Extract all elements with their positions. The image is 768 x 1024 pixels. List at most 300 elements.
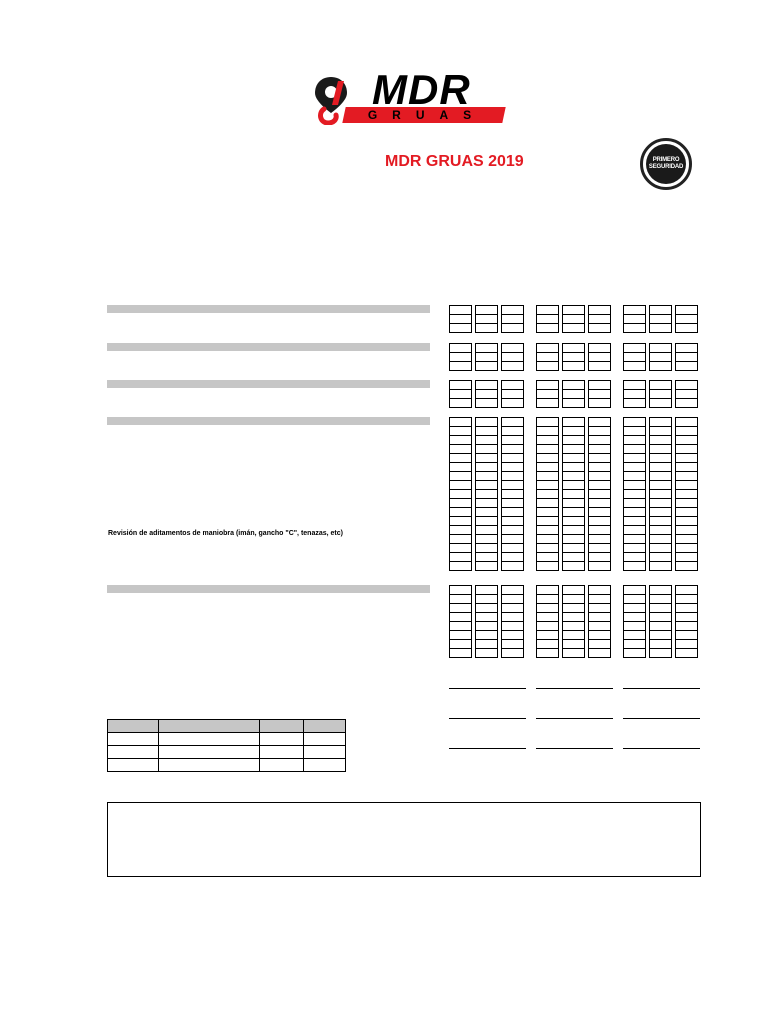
checkbox-cell[interactable] <box>675 454 698 463</box>
checkbox-cell[interactable] <box>475 586 498 595</box>
checkbox-cell[interactable] <box>475 526 498 535</box>
checkbox-cell[interactable] <box>501 631 524 640</box>
checkbox-cell[interactable] <box>623 418 646 427</box>
checkbox-cell[interactable] <box>649 604 672 613</box>
checkbox-cell[interactable] <box>562 418 585 427</box>
checkbox-cell[interactable] <box>475 454 498 463</box>
checkbox-cell[interactable] <box>588 463 611 472</box>
checkbox-cell[interactable] <box>536 390 559 399</box>
checkbox-cell[interactable] <box>649 613 672 622</box>
checkbox-cell[interactable] <box>501 390 524 399</box>
checkbox-cell[interactable] <box>623 595 646 604</box>
checkbox-cell[interactable] <box>536 463 559 472</box>
checkbox-cell[interactable] <box>562 553 585 562</box>
checkbox-cell[interactable] <box>588 535 611 544</box>
checkbox-cell[interactable] <box>449 481 472 490</box>
checkbox-cell[interactable] <box>588 553 611 562</box>
checkbox-cell[interactable] <box>588 562 611 571</box>
checkbox-cell[interactable] <box>562 390 585 399</box>
checkbox-cell[interactable] <box>475 499 498 508</box>
checkbox-cell[interactable] <box>588 604 611 613</box>
checkbox-cell[interactable] <box>562 595 585 604</box>
checkbox-cell[interactable] <box>449 324 472 333</box>
checkbox-cell[interactable] <box>562 481 585 490</box>
checkbox-cell[interactable] <box>588 586 611 595</box>
checkbox-cell[interactable] <box>649 481 672 490</box>
checkbox-cell[interactable] <box>623 353 646 362</box>
checkbox-cell[interactable] <box>501 640 524 649</box>
checkbox-cell[interactable] <box>475 399 498 408</box>
checkbox-cell[interactable] <box>649 553 672 562</box>
checkbox-cell[interactable] <box>562 324 585 333</box>
checkbox-cell[interactable] <box>588 499 611 508</box>
checkbox-cell[interactable] <box>449 562 472 571</box>
checkbox-cell[interactable] <box>501 490 524 499</box>
checkbox-cell[interactable] <box>501 445 524 454</box>
table-cell[interactable] <box>260 733 304 746</box>
checkbox-cell[interactable] <box>501 553 524 562</box>
checkbox-cell[interactable] <box>675 649 698 658</box>
checkbox-cell[interactable] <box>475 622 498 631</box>
checkbox-cell[interactable] <box>449 595 472 604</box>
checkbox-cell[interactable] <box>649 306 672 315</box>
checkbox-cell[interactable] <box>562 649 585 658</box>
checkbox-cell[interactable] <box>475 535 498 544</box>
checkbox-cell[interactable] <box>536 381 559 390</box>
checkbox-cell[interactable] <box>536 604 559 613</box>
checkbox-cell[interactable] <box>501 481 524 490</box>
checkbox-cell[interactable] <box>588 306 611 315</box>
checkbox-cell[interactable] <box>675 595 698 604</box>
checkbox-cell[interactable] <box>649 472 672 481</box>
checkbox-cell[interactable] <box>562 490 585 499</box>
checkbox-cell[interactable] <box>649 595 672 604</box>
table-cell[interactable] <box>260 746 304 759</box>
checkbox-cell[interactable] <box>562 306 585 315</box>
checkbox-cell[interactable] <box>675 306 698 315</box>
checkbox-cell[interactable] <box>501 418 524 427</box>
checkbox-cell[interactable] <box>562 362 585 371</box>
checkbox-cell[interactable] <box>475 390 498 399</box>
checkbox-cell[interactable] <box>562 472 585 481</box>
checkbox-cell[interactable] <box>649 324 672 333</box>
checkbox-cell[interactable] <box>449 490 472 499</box>
checkbox-cell[interactable] <box>536 526 559 535</box>
checkbox-cell[interactable] <box>562 535 585 544</box>
checkbox-cell[interactable] <box>449 535 472 544</box>
checkbox-cell[interactable] <box>623 544 646 553</box>
checkbox-cell[interactable] <box>475 553 498 562</box>
checkbox-cell[interactable] <box>536 454 559 463</box>
checkbox-cell[interactable] <box>449 604 472 613</box>
checkbox-cell[interactable] <box>449 499 472 508</box>
checkbox-cell[interactable] <box>588 324 611 333</box>
checkbox-cell[interactable] <box>649 362 672 371</box>
checkbox-cell[interactable] <box>562 631 585 640</box>
checkbox-cell[interactable] <box>536 544 559 553</box>
checkbox-cell[interactable] <box>675 463 698 472</box>
checkbox-cell[interactable] <box>649 490 672 499</box>
checkbox-cell[interactable] <box>536 535 559 544</box>
checkbox-cell[interactable] <box>562 562 585 571</box>
checkbox-cell[interactable] <box>562 353 585 362</box>
checkbox-cell[interactable] <box>449 353 472 362</box>
checkbox-cell[interactable] <box>588 344 611 353</box>
checkbox-cell[interactable] <box>449 472 472 481</box>
checkbox-cell[interactable] <box>536 517 559 526</box>
checkbox-cell[interactable] <box>623 344 646 353</box>
checkbox-cell[interactable] <box>501 595 524 604</box>
checkbox-cell[interactable] <box>675 344 698 353</box>
checkbox-cell[interactable] <box>675 490 698 499</box>
checkbox-cell[interactable] <box>562 381 585 390</box>
checkbox-cell[interactable] <box>675 427 698 436</box>
table-cell[interactable] <box>108 746 159 759</box>
checkbox-cell[interactable] <box>588 526 611 535</box>
checkbox-cell[interactable] <box>623 499 646 508</box>
checkbox-cell[interactable] <box>675 399 698 408</box>
checkbox-cell[interactable] <box>449 586 472 595</box>
checkbox-cell[interactable] <box>588 315 611 324</box>
checkbox-cell[interactable] <box>449 362 472 371</box>
checkbox-cell[interactable] <box>536 562 559 571</box>
checkbox-cell[interactable] <box>623 427 646 436</box>
checkbox-cell[interactable] <box>649 649 672 658</box>
checkbox-cell[interactable] <box>501 535 524 544</box>
checkbox-cell[interactable] <box>562 508 585 517</box>
checkbox-cell[interactable] <box>675 526 698 535</box>
checkbox-cell[interactable] <box>501 622 524 631</box>
checkbox-cell[interactable] <box>588 362 611 371</box>
checkbox-cell[interactable] <box>449 390 472 399</box>
checkbox-cell[interactable] <box>475 418 498 427</box>
checkbox-cell[interactable] <box>475 649 498 658</box>
checkbox-cell[interactable] <box>649 586 672 595</box>
checkbox-cell[interactable] <box>675 390 698 399</box>
checkbox-cell[interactable] <box>501 324 524 333</box>
checkbox-cell[interactable] <box>649 526 672 535</box>
checkbox-cell[interactable] <box>475 508 498 517</box>
checkbox-cell[interactable] <box>536 306 559 315</box>
checkbox-cell[interactable] <box>623 631 646 640</box>
checkbox-cell[interactable] <box>501 306 524 315</box>
checkbox-cell[interactable] <box>449 613 472 622</box>
checkbox-cell[interactable] <box>588 454 611 463</box>
checkbox-cell[interactable] <box>675 535 698 544</box>
checkbox-cell[interactable] <box>449 631 472 640</box>
checkbox-cell[interactable] <box>501 613 524 622</box>
checkbox-cell[interactable] <box>475 472 498 481</box>
checkbox-cell[interactable] <box>562 544 585 553</box>
checkbox-cell[interactable] <box>536 586 559 595</box>
checkbox-cell[interactable] <box>501 649 524 658</box>
checkbox-cell[interactable] <box>562 463 585 472</box>
checkbox-cell[interactable] <box>501 362 524 371</box>
checkbox-cell[interactable] <box>623 306 646 315</box>
checkbox-cell[interactable] <box>475 315 498 324</box>
checkbox-cell[interactable] <box>449 526 472 535</box>
table-cell[interactable] <box>159 733 260 746</box>
checkbox-cell[interactable] <box>449 315 472 324</box>
checkbox-cell[interactable] <box>675 445 698 454</box>
checkbox-cell[interactable] <box>536 399 559 408</box>
checkbox-cell[interactable] <box>623 436 646 445</box>
checkbox-cell[interactable] <box>475 613 498 622</box>
checkbox-cell[interactable] <box>501 344 524 353</box>
checkbox-cell[interactable] <box>501 499 524 508</box>
checkbox-cell[interactable] <box>449 463 472 472</box>
checkbox-cell[interactable] <box>449 454 472 463</box>
checkbox-cell[interactable] <box>449 622 472 631</box>
checkbox-cell[interactable] <box>562 517 585 526</box>
checkbox-cell[interactable] <box>475 562 498 571</box>
checkbox-cell[interactable] <box>536 499 559 508</box>
checkbox-cell[interactable] <box>675 544 698 553</box>
checkbox-cell[interactable] <box>536 613 559 622</box>
checkbox-cell[interactable] <box>675 517 698 526</box>
checkbox-cell[interactable] <box>623 463 646 472</box>
table-cell[interactable] <box>304 746 346 759</box>
checkbox-cell[interactable] <box>649 622 672 631</box>
checkbox-cell[interactable] <box>475 306 498 315</box>
checkbox-cell[interactable] <box>562 613 585 622</box>
checkbox-cell[interactable] <box>623 362 646 371</box>
checkbox-cell[interactable] <box>501 517 524 526</box>
checkbox-cell[interactable] <box>562 499 585 508</box>
checkbox-cell[interactable] <box>623 640 646 649</box>
checkbox-cell[interactable] <box>588 381 611 390</box>
checkbox-cell[interactable] <box>649 381 672 390</box>
checkbox-cell[interactable] <box>588 353 611 362</box>
checkbox-cell[interactable] <box>536 553 559 562</box>
checkbox-cell[interactable] <box>449 553 472 562</box>
checkbox-cell[interactable] <box>501 562 524 571</box>
checkbox-cell[interactable] <box>649 390 672 399</box>
checkbox-cell[interactable] <box>649 463 672 472</box>
table-cell[interactable] <box>159 746 260 759</box>
checkbox-cell[interactable] <box>623 508 646 517</box>
checkbox-cell[interactable] <box>475 604 498 613</box>
checkbox-cell[interactable] <box>475 381 498 390</box>
checkbox-cell[interactable] <box>475 517 498 526</box>
checkbox-cell[interactable] <box>536 649 559 658</box>
checkbox-cell[interactable] <box>649 631 672 640</box>
checkbox-cell[interactable] <box>501 526 524 535</box>
checkbox-cell[interactable] <box>536 362 559 371</box>
checkbox-cell[interactable] <box>649 562 672 571</box>
checkbox-cell[interactable] <box>475 595 498 604</box>
checkbox-cell[interactable] <box>649 427 672 436</box>
table-cell[interactable] <box>304 759 346 772</box>
checkbox-cell[interactable] <box>536 631 559 640</box>
checkbox-cell[interactable] <box>623 490 646 499</box>
checkbox-cell[interactable] <box>449 445 472 454</box>
table-cell[interactable] <box>108 733 159 746</box>
checkbox-cell[interactable] <box>501 399 524 408</box>
checkbox-cell[interactable] <box>649 517 672 526</box>
checkbox-cell[interactable] <box>475 463 498 472</box>
checkbox-cell[interactable] <box>562 622 585 631</box>
checkbox-cell[interactable] <box>475 427 498 436</box>
checkbox-cell[interactable] <box>501 463 524 472</box>
checkbox-cell[interactable] <box>536 640 559 649</box>
checkbox-cell[interactable] <box>536 472 559 481</box>
checkbox-cell[interactable] <box>675 353 698 362</box>
checkbox-cell[interactable] <box>675 613 698 622</box>
checkbox-cell[interactable] <box>623 381 646 390</box>
checkbox-cell[interactable] <box>675 553 698 562</box>
checkbox-cell[interactable] <box>475 481 498 490</box>
checkbox-cell[interactable] <box>536 622 559 631</box>
checkbox-cell[interactable] <box>675 315 698 324</box>
checkbox-cell[interactable] <box>588 445 611 454</box>
checkbox-cell[interactable] <box>501 508 524 517</box>
checkbox-cell[interactable] <box>588 508 611 517</box>
checkbox-cell[interactable] <box>475 324 498 333</box>
checkbox-cell[interactable] <box>588 490 611 499</box>
checkbox-cell[interactable] <box>536 445 559 454</box>
checkbox-cell[interactable] <box>475 344 498 353</box>
checkbox-cell[interactable] <box>562 586 585 595</box>
checkbox-cell[interactable] <box>588 517 611 526</box>
checkbox-cell[interactable] <box>562 445 585 454</box>
checkbox-cell[interactable] <box>649 499 672 508</box>
checkbox-cell[interactable] <box>536 418 559 427</box>
checkbox-cell[interactable] <box>588 613 611 622</box>
checkbox-cell[interactable] <box>623 553 646 562</box>
checkbox-cell[interactable] <box>623 517 646 526</box>
checkbox-cell[interactable] <box>623 472 646 481</box>
checkbox-cell[interactable] <box>675 562 698 571</box>
checkbox-cell[interactable] <box>449 544 472 553</box>
checkbox-cell[interactable] <box>649 640 672 649</box>
checkbox-cell[interactable] <box>562 640 585 649</box>
checkbox-cell[interactable] <box>675 508 698 517</box>
checkbox-cell[interactable] <box>588 390 611 399</box>
checkbox-cell[interactable] <box>675 418 698 427</box>
checkbox-cell[interactable] <box>501 381 524 390</box>
checkbox-cell[interactable] <box>588 622 611 631</box>
checkbox-cell[interactable] <box>501 472 524 481</box>
checkbox-cell[interactable] <box>562 526 585 535</box>
table-cell[interactable] <box>159 759 260 772</box>
checkbox-cell[interactable] <box>501 454 524 463</box>
checkbox-cell[interactable] <box>588 427 611 436</box>
checkbox-cell[interactable] <box>649 436 672 445</box>
checkbox-cell[interactable] <box>501 353 524 362</box>
checkbox-cell[interactable] <box>649 315 672 324</box>
checkbox-cell[interactable] <box>562 399 585 408</box>
observations-box[interactable] <box>107 802 701 877</box>
checkbox-cell[interactable] <box>536 353 559 362</box>
checkbox-cell[interactable] <box>623 535 646 544</box>
checkbox-cell[interactable] <box>649 508 672 517</box>
checkbox-cell[interactable] <box>675 472 698 481</box>
checkbox-cell[interactable] <box>588 481 611 490</box>
table-cell[interactable] <box>304 733 346 746</box>
checkbox-cell[interactable] <box>675 481 698 490</box>
checkbox-cell[interactable] <box>623 315 646 324</box>
checkbox-cell[interactable] <box>475 353 498 362</box>
checkbox-cell[interactable] <box>562 315 585 324</box>
checkbox-cell[interactable] <box>623 613 646 622</box>
checkbox-cell[interactable] <box>623 445 646 454</box>
checkbox-cell[interactable] <box>649 544 672 553</box>
checkbox-cell[interactable] <box>475 362 498 371</box>
checkbox-cell[interactable] <box>675 499 698 508</box>
checkbox-cell[interactable] <box>449 517 472 526</box>
checkbox-cell[interactable] <box>449 427 472 436</box>
checkbox-cell[interactable] <box>449 508 472 517</box>
checkbox-cell[interactable] <box>501 604 524 613</box>
checkbox-cell[interactable] <box>501 436 524 445</box>
checkbox-cell[interactable] <box>623 399 646 408</box>
checkbox-cell[interactable] <box>475 640 498 649</box>
checkbox-cell[interactable] <box>649 535 672 544</box>
checkbox-cell[interactable] <box>623 649 646 658</box>
checkbox-cell[interactable] <box>623 324 646 333</box>
checkbox-cell[interactable] <box>649 445 672 454</box>
checkbox-cell[interactable] <box>675 324 698 333</box>
checkbox-cell[interactable] <box>536 490 559 499</box>
table-cell[interactable] <box>260 759 304 772</box>
checkbox-cell[interactable] <box>562 427 585 436</box>
checkbox-cell[interactable] <box>449 418 472 427</box>
checkbox-cell[interactable] <box>536 595 559 604</box>
checkbox-cell[interactable] <box>623 562 646 571</box>
checkbox-cell[interactable] <box>649 399 672 408</box>
checkbox-cell[interactable] <box>675 631 698 640</box>
checkbox-cell[interactable] <box>475 436 498 445</box>
checkbox-cell[interactable] <box>588 436 611 445</box>
checkbox-cell[interactable] <box>536 481 559 490</box>
checkbox-cell[interactable] <box>475 544 498 553</box>
checkbox-cell[interactable] <box>588 544 611 553</box>
checkbox-cell[interactable] <box>562 436 585 445</box>
checkbox-cell[interactable] <box>675 586 698 595</box>
checkbox-cell[interactable] <box>449 649 472 658</box>
checkbox-cell[interactable] <box>649 353 672 362</box>
checkbox-cell[interactable] <box>449 640 472 649</box>
checkbox-cell[interactable] <box>449 306 472 315</box>
table-cell[interactable] <box>108 759 159 772</box>
checkbox-cell[interactable] <box>675 640 698 649</box>
checkbox-cell[interactable] <box>675 436 698 445</box>
checkbox-cell[interactable] <box>501 586 524 595</box>
checkbox-cell[interactable] <box>562 604 585 613</box>
checkbox-cell[interactable] <box>449 436 472 445</box>
checkbox-cell[interactable] <box>623 604 646 613</box>
checkbox-cell[interactable] <box>536 315 559 324</box>
checkbox-cell[interactable] <box>536 436 559 445</box>
checkbox-cell[interactable] <box>649 344 672 353</box>
checkbox-cell[interactable] <box>501 544 524 553</box>
checkbox-cell[interactable] <box>623 454 646 463</box>
checkbox-cell[interactable] <box>588 631 611 640</box>
checkbox-cell[interactable] <box>675 381 698 390</box>
checkbox-cell[interactable] <box>501 427 524 436</box>
checkbox-cell[interactable] <box>623 481 646 490</box>
checkbox-cell[interactable] <box>588 640 611 649</box>
checkbox-cell[interactable] <box>449 399 472 408</box>
checkbox-cell[interactable] <box>649 454 672 463</box>
checkbox-cell[interactable] <box>536 508 559 517</box>
checkbox-cell[interactable] <box>649 418 672 427</box>
checkbox-cell[interactable] <box>475 490 498 499</box>
checkbox-cell[interactable] <box>475 445 498 454</box>
checkbox-cell[interactable] <box>562 454 585 463</box>
checkbox-cell[interactable] <box>623 526 646 535</box>
